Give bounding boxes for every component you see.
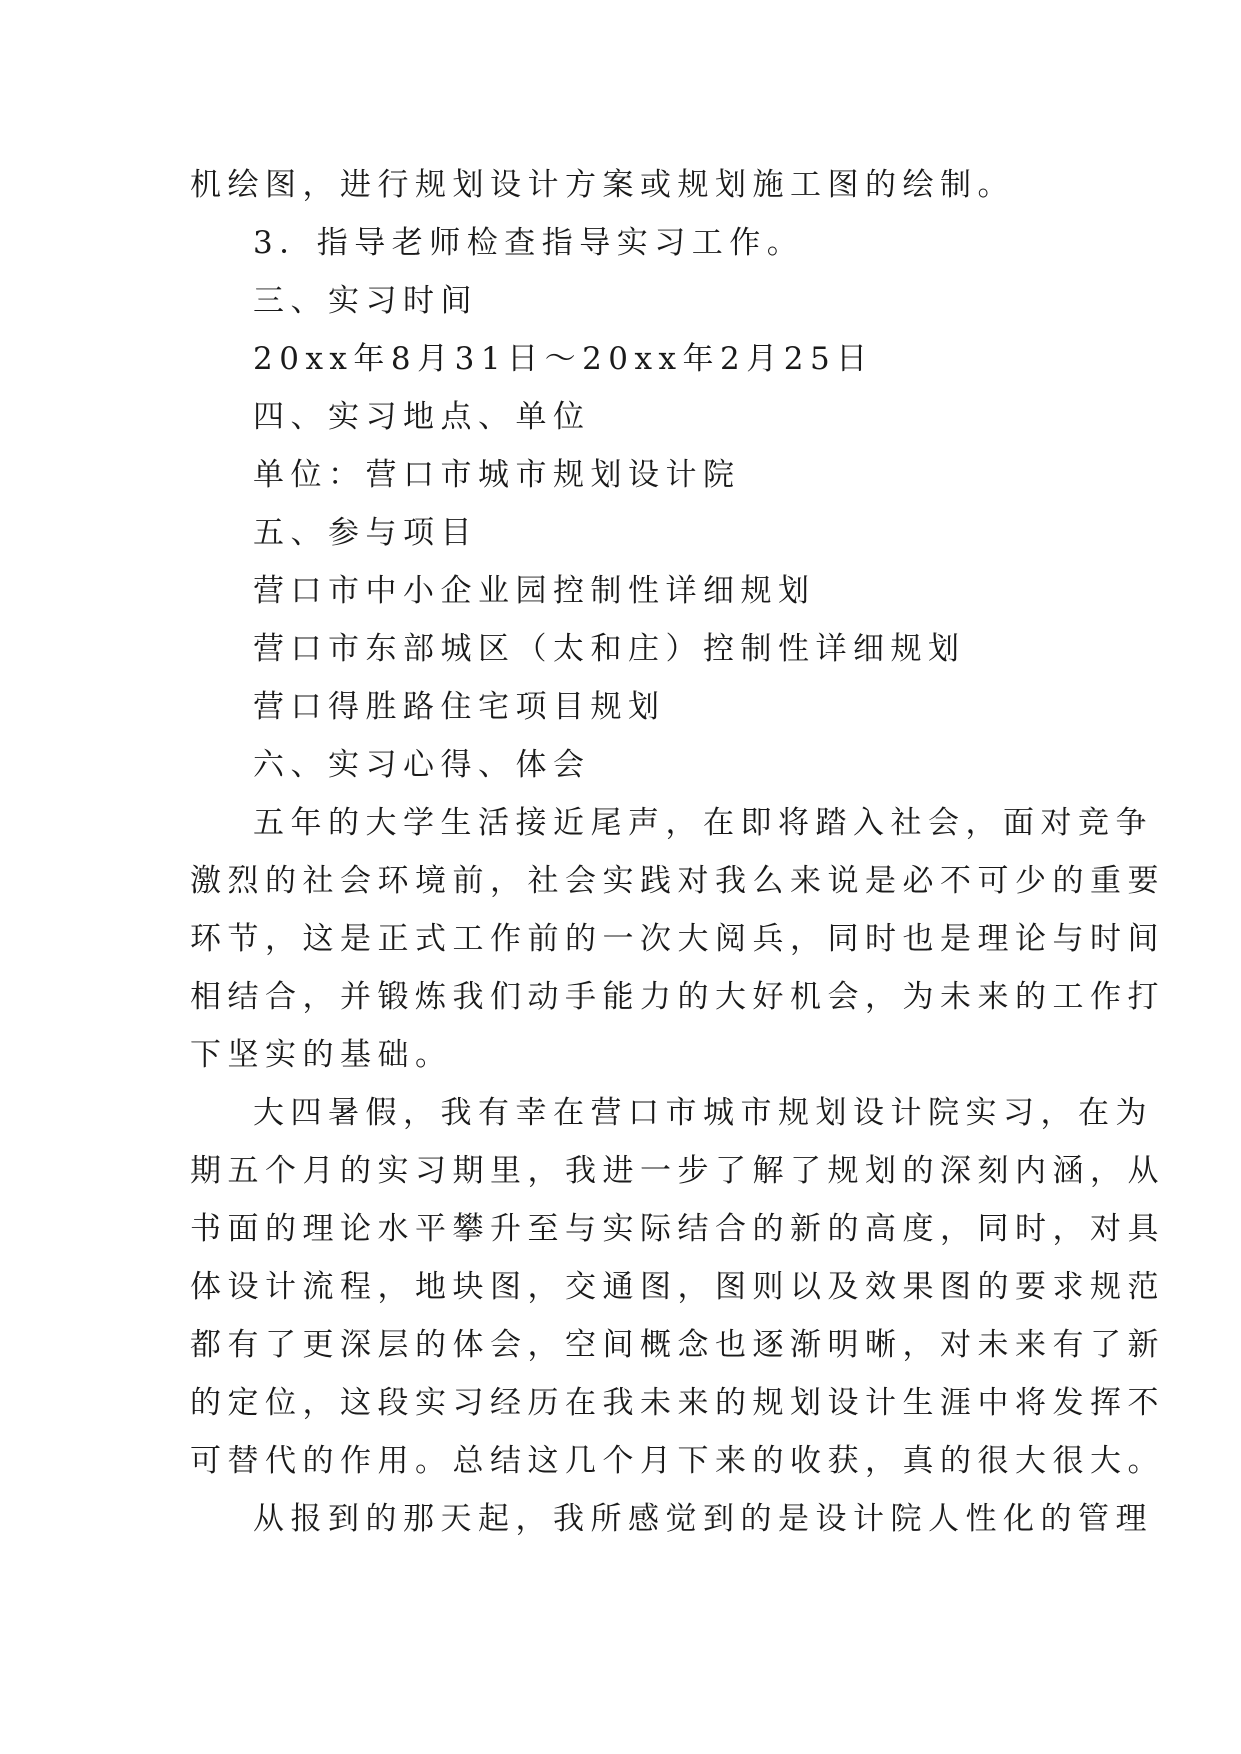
text-line: 下坚实的基础。: [190, 1037, 453, 1073]
text-line: 五年的大学生活接近尾声，在即将踏入社会，面对竞争: [253, 805, 1153, 841]
text-line: 大四暑假，我有幸在营口市城市规划设计院实习，在为: [253, 1095, 1153, 1131]
text-line: 期五个月的实习期里，我进一步了解了规划的深刻内涵，从: [190, 1153, 1165, 1189]
text-line: 20xx年8月31日～20xx年2月25日: [253, 341, 874, 377]
text-line: 单位：营口市城市规划设计院: [253, 457, 741, 493]
text-line: 相结合，并锻炼我们动手能力的大好机会，为未来的工作打: [190, 979, 1165, 1015]
text-line: 3．指导老师检查指导实习工作。: [253, 225, 805, 261]
text-line: 的定位，这段实习经历在我未来的规划设计生涯中将发挥不: [190, 1385, 1165, 1421]
text-line: 营口得胜路住宅项目规划: [253, 689, 666, 725]
section-heading: 三、实习时间: [253, 283, 478, 319]
text-line: 从报到的那天起，我所感觉到的是设计院人性化的管理: [253, 1501, 1153, 1537]
section-heading: 六、实习心得、体会: [253, 747, 591, 783]
text-line: 书面的理论水平攀升至与实际结合的新的高度，同时，对具: [190, 1211, 1165, 1247]
text-line: 营口市东部城区（太和庄）控制性详细规划: [253, 631, 966, 667]
text-line: 体设计流程，地块图，交通图，图则以及效果图的要求规范: [190, 1269, 1165, 1305]
text-line: 都有了更深层的体会，空间概念也逐渐明晰，对未来有了新: [190, 1327, 1165, 1363]
section-heading: 四、实习地点、单位: [253, 399, 591, 435]
text-line: 营口市中小企业园控制性详细规划: [253, 573, 816, 609]
text-line: 激烈的社会环境前，社会实践对我么来说是必不可少的重要: [190, 863, 1165, 899]
text-line: 机绘图，进行规划设计方案或规划施工图的绘制。: [190, 167, 1015, 203]
text-line: 环节，这是正式工作前的一次大阅兵，同时也是理论与时间: [190, 921, 1165, 957]
section-heading: 五、参与项目: [253, 515, 478, 551]
text-line: 可替代的作用。总结这几个月下来的收获，真的很大很大。: [190, 1443, 1165, 1479]
